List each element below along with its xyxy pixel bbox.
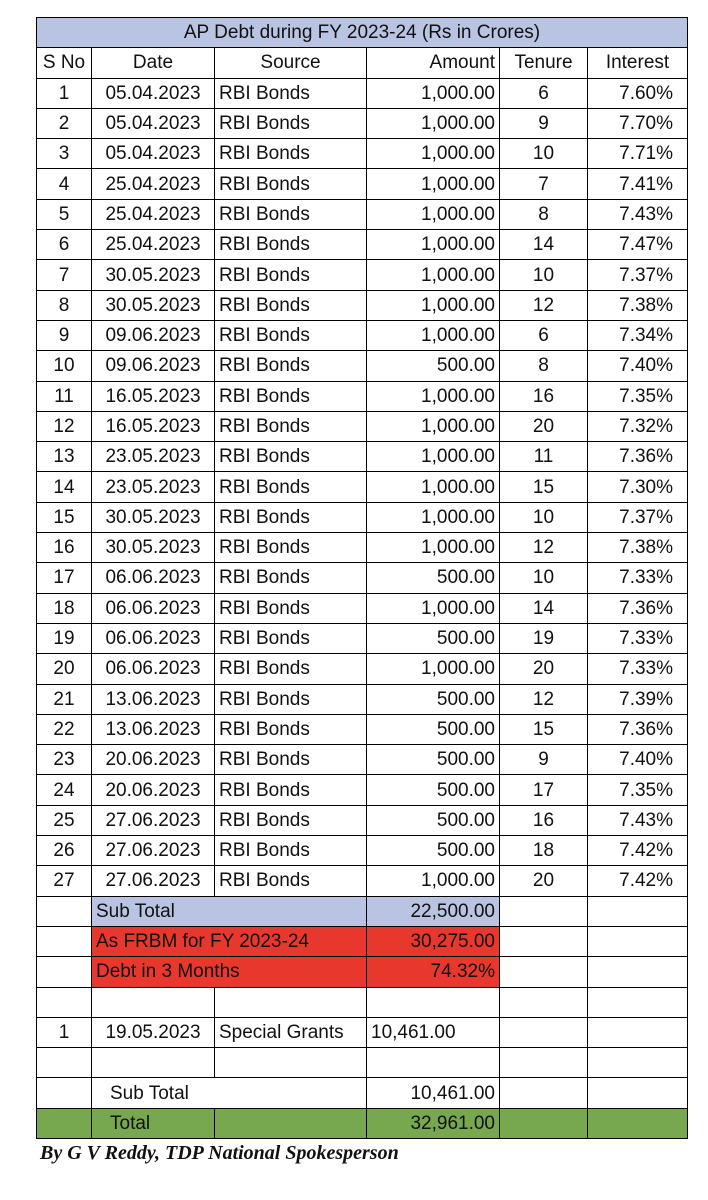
table-row [37,836,688,866]
cell-sno: 22 [37,714,92,744]
cell-source: RBI Bonds [215,381,367,411]
cell-date: 30.05.2023 [92,502,215,532]
blank-cell [215,1108,367,1138]
table-row [37,199,688,229]
table-row [37,108,688,138]
table-title-row [37,18,688,48]
cell-tenure: 8 [500,351,588,381]
cell-interest: 7.37% [588,502,688,532]
cell-date: 13.06.2023 [92,684,215,714]
table-row [37,472,688,502]
cell-interest: 7.70% [588,108,688,138]
blank-cell [500,1017,588,1047]
blank-cell [500,987,588,1017]
cell-amount: 1,000.00 [367,320,500,350]
blank-cell [37,926,92,956]
cell-amount: 500.00 [367,775,500,805]
cell-amount: 1,000.00 [367,169,500,199]
cell-tenure: 7 [500,169,588,199]
table-row [37,563,688,593]
cell-interest: 7.71% [588,139,688,169]
table-row [37,775,688,805]
total-amount: 32,961.00 [367,1108,500,1138]
header-interest: Interest [588,48,688,78]
cell-sno: 7 [37,260,92,290]
cell-amount: 1,000.00 [367,533,500,563]
table-row [37,230,688,260]
table-row [37,381,688,411]
cell-sno: 17 [37,563,92,593]
header-date: Date [92,48,215,78]
cell-amount: 1,000.00 [367,78,500,108]
cell-interest: 7.35% [588,381,688,411]
cell-tenure: 19 [500,623,588,653]
cell-amount: 500.00 [367,623,500,653]
blank-cell [92,1048,215,1078]
cell-amount: 1,000.00 [367,866,500,896]
special-grant-row [37,1017,688,1047]
cell-tenure: 9 [500,108,588,138]
debt-3-months-value: 74.32% [367,957,500,987]
table-row [37,290,688,320]
table-title: AP Debt during FY 2023-24 (Rs in Crores) [37,18,688,48]
cell-amount: 500.00 [367,714,500,744]
cell-date: 16.05.2023 [92,411,215,441]
cell-interest: 7.36% [588,714,688,744]
cell-amount: 1,000.00 [367,290,500,320]
table-row [37,654,688,684]
table-row [37,411,688,441]
cell-date: 16.05.2023 [92,381,215,411]
cell-date: 06.06.2023 [92,593,215,623]
cell-source: RBI Bonds [215,411,367,441]
table-row [37,623,688,653]
cell-date: 27.06.2023 [92,866,215,896]
blank-cell [588,957,688,987]
cell-interest: 7.38% [588,290,688,320]
cell-source: RBI Bonds [215,78,367,108]
cell-source: RBI Bonds [215,623,367,653]
cell-interest: 7.30% [588,472,688,502]
cell-date: 27.06.2023 [92,836,215,866]
cell-date: 05.04.2023 [92,108,215,138]
cell-interest: 7.40% [588,351,688,381]
blank-cell [37,957,92,987]
cell-tenure: 15 [500,472,588,502]
cell-date: 20.06.2023 [92,745,215,775]
cell-sno: 20 [37,654,92,684]
table-row [37,745,688,775]
empty-row [37,987,688,1017]
cell-tenure: 6 [500,320,588,350]
cell-amount: 1,000.00 [367,442,500,472]
cell-sno: 25 [37,805,92,835]
cell-sno: 15 [37,502,92,532]
cell-date: 05.04.2023 [92,139,215,169]
empty-row [37,1048,688,1078]
grant-sno: 1 [37,1017,92,1047]
cell-source: RBI Bonds [215,866,367,896]
cell-tenure: 10 [500,139,588,169]
cell-tenure: 14 [500,230,588,260]
cell-interest: 7.43% [588,199,688,229]
cell-tenure: 16 [500,805,588,835]
debt-3-months-row [37,957,688,987]
cell-sno: 19 [37,623,92,653]
cell-sno: 6 [37,230,92,260]
cell-tenure: 20 [500,411,588,441]
cell-amount: 1,000.00 [367,381,500,411]
cell-source: RBI Bonds [215,472,367,502]
cell-tenure: 10 [500,260,588,290]
cell-source: RBI Bonds [215,351,367,381]
cell-interest: 7.40% [588,745,688,775]
header-sno: S No [37,48,92,78]
cell-source: RBI Bonds [215,230,367,260]
cell-source: RBI Bonds [215,320,367,350]
debt-table [36,17,688,1139]
cell-source: RBI Bonds [215,442,367,472]
table-row [37,593,688,623]
cell-source: RBI Bonds [215,139,367,169]
header-source: Source [215,48,367,78]
cell-interest: 7.38% [588,533,688,563]
cell-tenure: 12 [500,684,588,714]
blank-cell [37,1048,92,1078]
cell-amount: 500.00 [367,351,500,381]
cell-interest: 7.43% [588,805,688,835]
blank-cell [37,896,92,926]
table-row [37,320,688,350]
grant-subtotal-row [37,1078,688,1108]
table-row [37,169,688,199]
frbm-row [37,926,688,956]
table-row [37,866,688,896]
cell-source: RBI Bonds [215,654,367,684]
cell-date: 09.06.2023 [92,320,215,350]
cell-source: RBI Bonds [215,199,367,229]
blank-cell [367,1048,500,1078]
cell-sno: 26 [37,836,92,866]
cell-date: 05.04.2023 [92,78,215,108]
cell-date: 30.05.2023 [92,290,215,320]
cell-interest: 7.36% [588,593,688,623]
header-tenure: Tenure [500,48,588,78]
cell-interest: 7.42% [588,866,688,896]
cell-source: RBI Bonds [215,836,367,866]
cell-date: 25.04.2023 [92,230,215,260]
header-amount: Amount [367,48,500,78]
cell-interest: 7.41% [588,169,688,199]
cell-date: 30.05.2023 [92,533,215,563]
cell-interest: 7.37% [588,260,688,290]
cell-interest: 7.39% [588,684,688,714]
cell-date: 23.05.2023 [92,442,215,472]
cell-tenure: 20 [500,654,588,684]
blank-cell [588,987,688,1017]
cell-amount: 500.00 [367,563,500,593]
cell-source: RBI Bonds [215,563,367,593]
cell-interest: 7.34% [588,320,688,350]
blank-cell [588,1108,688,1138]
cell-source: RBI Bonds [215,290,367,320]
blank-cell [215,987,367,1017]
cell-sno: 3 [37,139,92,169]
cell-amount: 1,000.00 [367,230,500,260]
total-label: Total [92,1108,215,1138]
blank-cell [500,926,588,956]
grant-subtotal-label: Sub Total [92,1078,367,1108]
cell-sno: 10 [37,351,92,381]
grant-amount: 10,461.00 [367,1017,500,1047]
subtotal-amount: 22,500.00 [367,896,500,926]
cell-amount: 1,000.00 [367,502,500,532]
grant-date: 19.05.2023 [92,1017,215,1047]
cell-interest: 7.33% [588,623,688,653]
cell-sno: 24 [37,775,92,805]
cell-interest: 7.33% [588,563,688,593]
cell-sno: 27 [37,866,92,896]
subtotal-label: Sub Total [92,896,367,926]
cell-date: 23.05.2023 [92,472,215,502]
cell-amount: 1,000.00 [367,472,500,502]
blank-cell [500,1078,588,1108]
cell-interest: 7.36% [588,442,688,472]
cell-date: 09.06.2023 [92,351,215,381]
cell-sno: 4 [37,169,92,199]
cell-tenure: 10 [500,502,588,532]
blank-cell [588,1048,688,1078]
cell-tenure: 12 [500,290,588,320]
table-row [37,533,688,563]
cell-amount: 1,000.00 [367,199,500,229]
cell-tenure: 14 [500,593,588,623]
cell-date: 27.06.2023 [92,805,215,835]
blank-cell [500,896,588,926]
cell-interest: 7.33% [588,654,688,684]
cell-sno: 21 [37,684,92,714]
cell-tenure: 15 [500,714,588,744]
cell-sno: 9 [37,320,92,350]
cell-date: 06.06.2023 [92,563,215,593]
frbm-label: As FRBM for FY 2023-24 [92,926,367,956]
blank-cell [588,1078,688,1108]
cell-amount: 1,000.00 [367,411,500,441]
cell-amount: 1,000.00 [367,654,500,684]
cell-source: RBI Bonds [215,502,367,532]
cell-tenure: 16 [500,381,588,411]
cell-date: 25.04.2023 [92,169,215,199]
cell-sno: 5 [37,199,92,229]
cell-date: 20.06.2023 [92,775,215,805]
cell-tenure: 12 [500,533,588,563]
byline: By G V Reddy, TDP National Spokesperson [40,1142,399,1164]
cell-tenure: 8 [500,199,588,229]
cell-sno: 2 [37,108,92,138]
table-row [37,502,688,532]
table-row [37,78,688,108]
cell-source: RBI Bonds [215,745,367,775]
blank-cell [92,987,215,1017]
cell-date: 06.06.2023 [92,623,215,653]
cell-tenure: 10 [500,563,588,593]
cell-source: RBI Bonds [215,533,367,563]
blank-cell [588,926,688,956]
cell-sno: 13 [37,442,92,472]
table-row [37,139,688,169]
cell-interest: 7.35% [588,775,688,805]
blank-cell [500,957,588,987]
blank-cell [215,1048,367,1078]
cell-interest: 7.42% [588,836,688,866]
cell-amount: 1,000.00 [367,260,500,290]
total-row [37,1108,688,1138]
cell-tenure: 20 [500,866,588,896]
cell-interest: 7.32% [588,411,688,441]
blank-cell [37,1078,92,1108]
blank-cell [37,987,92,1017]
cell-source: RBI Bonds [215,593,367,623]
cell-amount: 500.00 [367,836,500,866]
table-row [37,442,688,472]
blank-cell [367,987,500,1017]
cell-date: 25.04.2023 [92,199,215,229]
cell-sno: 1 [37,78,92,108]
grant-source: Special Grants [215,1017,367,1047]
cell-amount: 500.00 [367,745,500,775]
cell-source: RBI Bonds [215,684,367,714]
cell-source: RBI Bonds [215,805,367,835]
blank-cell [588,1017,688,1047]
cell-sno: 8 [37,290,92,320]
cell-source: RBI Bonds [215,714,367,744]
cell-amount: 1,000.00 [367,139,500,169]
blank-cell [588,896,688,926]
debt-3-months-label: Debt in 3 Months [92,957,367,987]
cell-source: RBI Bonds [215,108,367,138]
header-row [37,48,688,78]
cell-tenure: 17 [500,775,588,805]
cell-date: 13.06.2023 [92,714,215,744]
cell-source: RBI Bonds [215,169,367,199]
cell-date: 30.05.2023 [92,260,215,290]
cell-interest: 7.60% [588,78,688,108]
cell-sno: 16 [37,533,92,563]
cell-amount: 1,000.00 [367,593,500,623]
cell-amount: 500.00 [367,805,500,835]
cell-source: RBI Bonds [215,260,367,290]
blank-cell [500,1048,588,1078]
cell-amount: 500.00 [367,684,500,714]
cell-sno: 12 [37,411,92,441]
cell-sno: 14 [37,472,92,502]
cell-sno: 23 [37,745,92,775]
table-row [37,714,688,744]
blank-cell [37,1108,92,1138]
cell-tenure: 9 [500,745,588,775]
blank-cell [500,1108,588,1138]
cell-interest: 7.47% [588,230,688,260]
cell-tenure: 11 [500,442,588,472]
grant-subtotal-amount: 10,461.00 [367,1078,500,1108]
cell-source: RBI Bonds [215,775,367,805]
cell-amount: 1,000.00 [367,108,500,138]
cell-tenure: 6 [500,78,588,108]
frbm-amount: 30,275.00 [367,926,500,956]
cell-sno: 11 [37,381,92,411]
subtotal-row [37,896,688,926]
cell-date: 06.06.2023 [92,654,215,684]
cell-tenure: 18 [500,836,588,866]
table-row [37,805,688,835]
table-row [37,260,688,290]
table-row [37,684,688,714]
table-row [37,351,688,381]
cell-sno: 18 [37,593,92,623]
